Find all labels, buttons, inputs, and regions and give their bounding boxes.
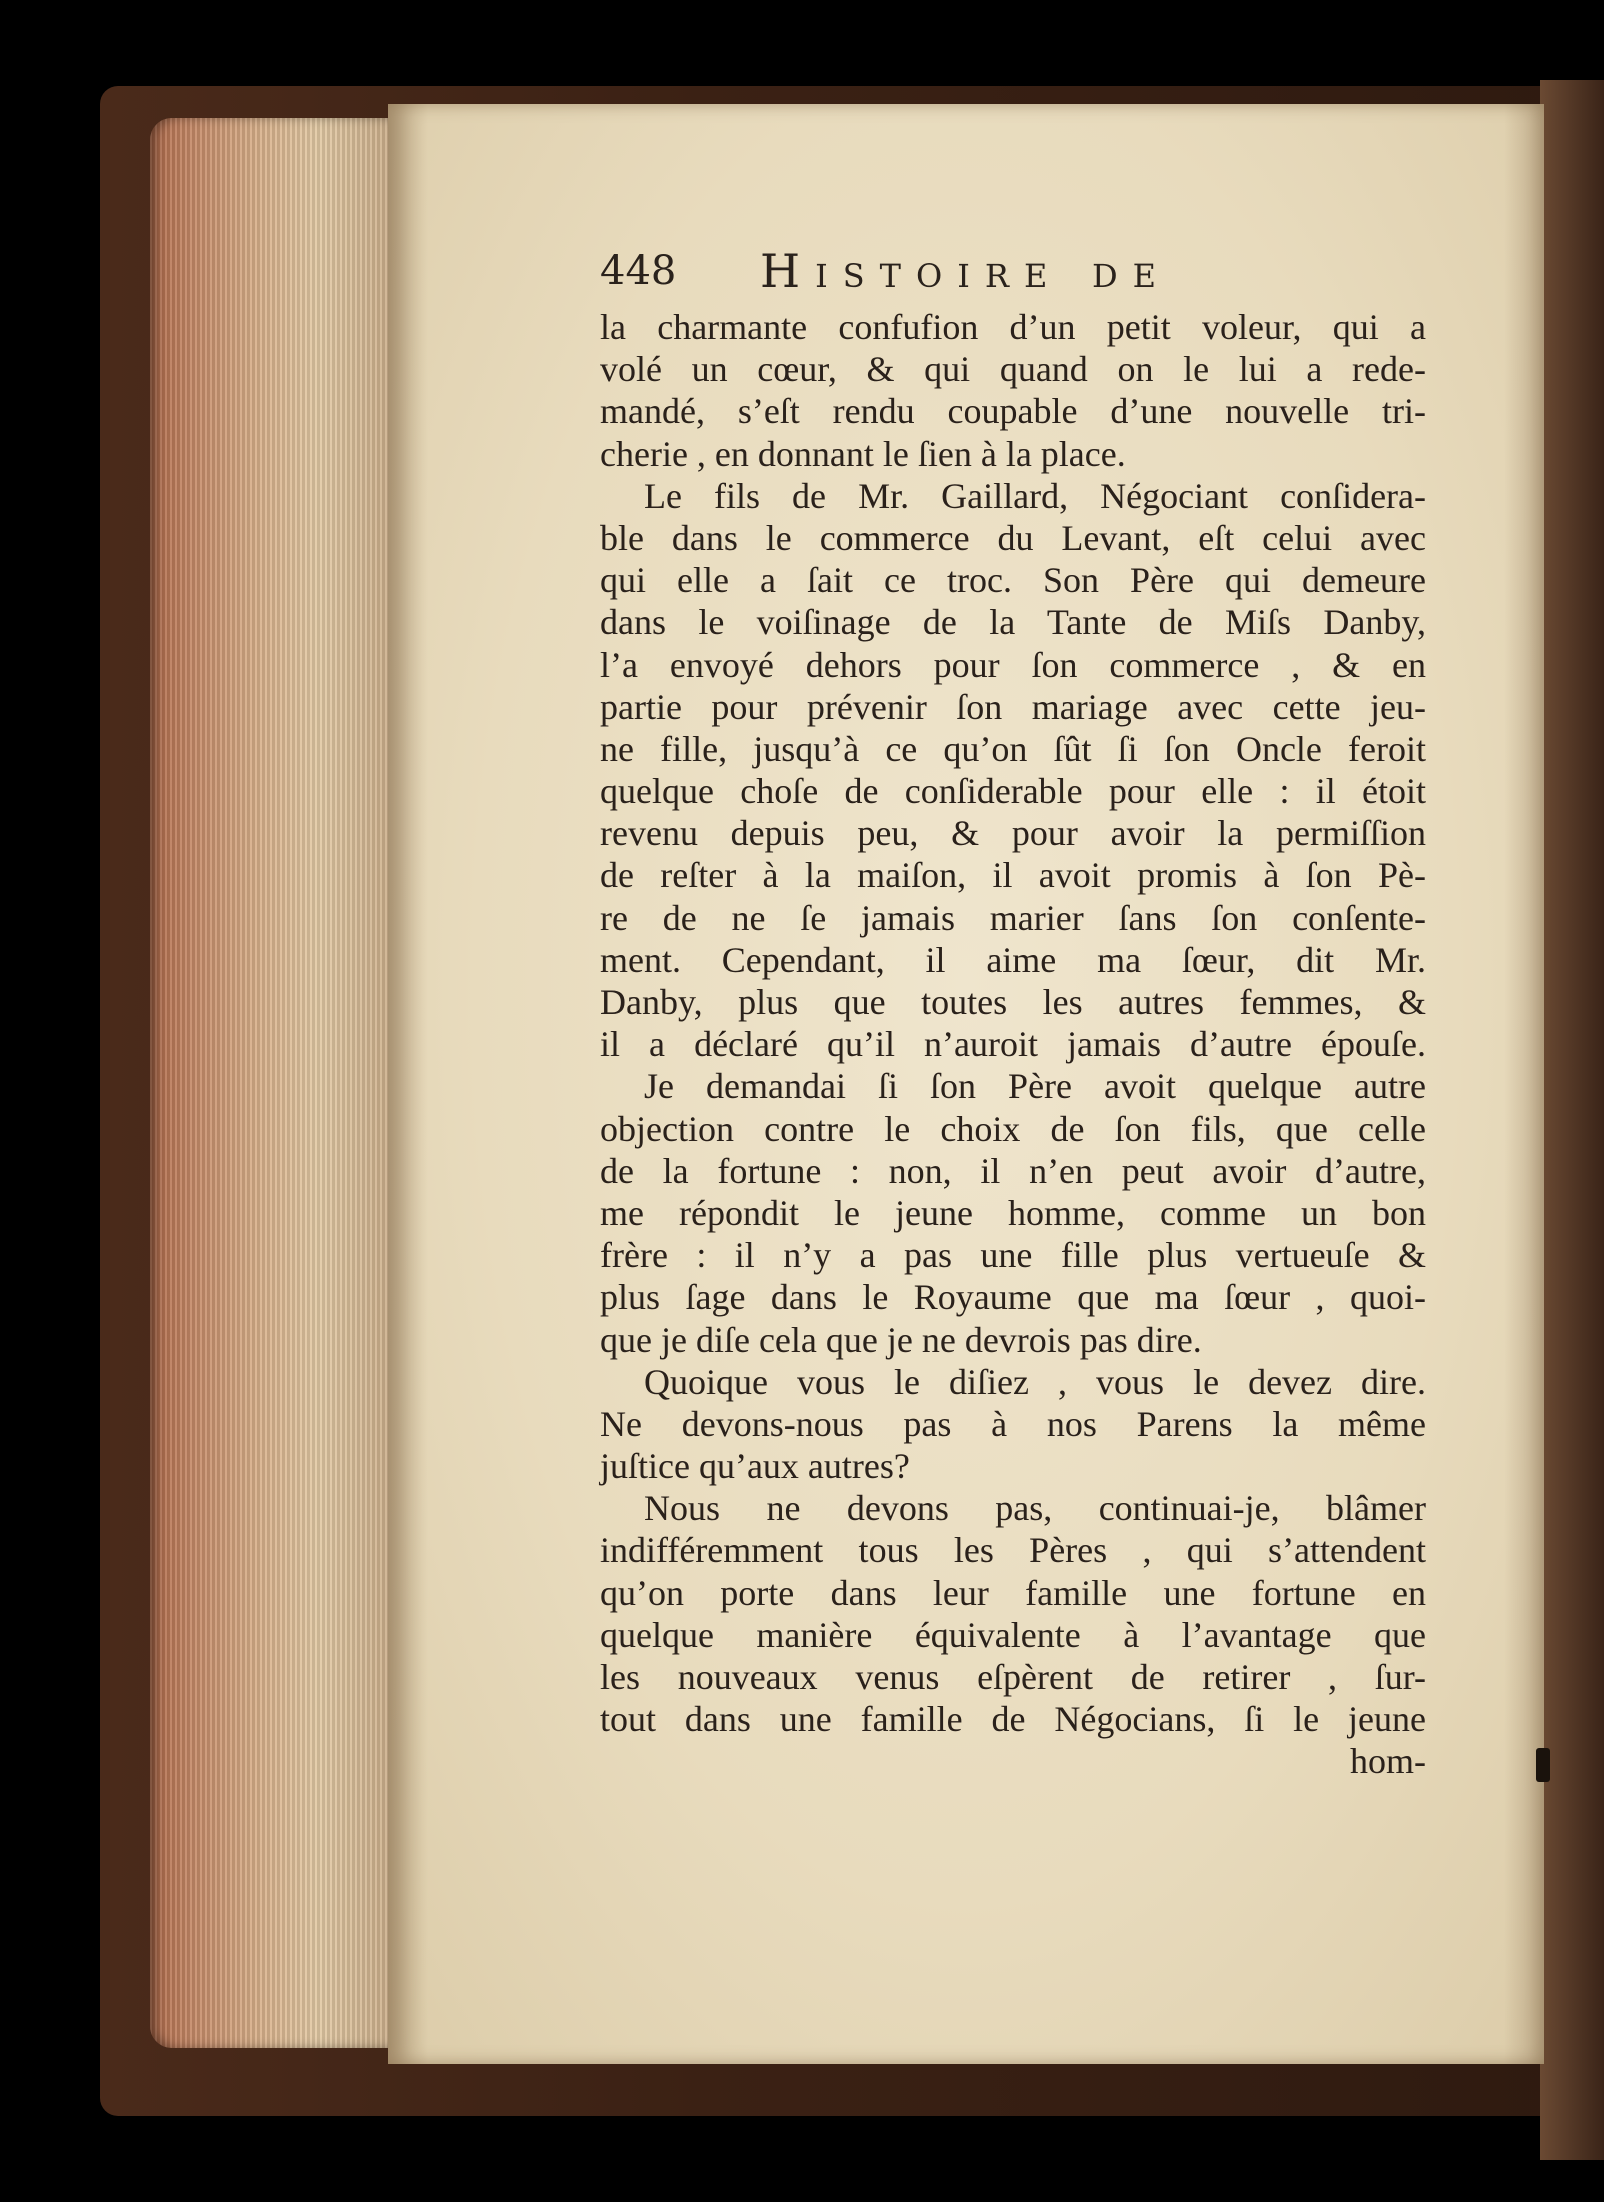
text-line: de reſter à la maiſon, il avoit promis à ſon Pè- — [600, 855, 1426, 896]
book-cover-edge — [1540, 80, 1604, 2160]
text-line: ne fille, jusqu’à ce qu’on ſût ſi ſon Oncle feroit — [600, 728, 1426, 769]
text-line: Quoique vous le diſiez , vous le devez dire. — [644, 1361, 1426, 1402]
text-line: ment. Cependant, il aime ma ſœur, dit Mr. — [600, 939, 1426, 980]
gutter-shadow — [388, 104, 428, 2064]
text-line: partie pour prévenir ſon mariage avec cette jeu- — [600, 686, 1426, 727]
text-line: quelque choſe de conſiderable pour elle : il étoit — [600, 771, 1426, 812]
text-line: dans le voiſinage de la Tante de Miſs Danby, — [600, 602, 1426, 643]
text-line: revenu depuis peu, & pour avoir la permiſſion — [600, 813, 1426, 854]
text-line: qui elle a ſait ce troc. Son Père qui demeure — [600, 560, 1426, 601]
text-line: re de ne ſe jamais marier ſans ſon conſente- — [600, 897, 1426, 938]
text-line: les nouveaux venus eſpèrent de retirer , ſur- — [600, 1657, 1426, 1697]
text-line: de la fortune : non, il n’en peut avoir d’autre, — [600, 1150, 1426, 1191]
text-block — [600, 306, 1426, 1783]
text-line: l’a envoyé dehors pour ſon commerce , & en — [600, 644, 1426, 685]
catchword: hom- — [1350, 1741, 1426, 1782]
page-number: 448 — [600, 248, 677, 294]
text-line: il a déclaré qu’il n’auroit jamais d’autre épouſe. — [600, 1024, 1426, 1065]
text-line: Nous ne devons pas, continuai-je, blâmer — [644, 1488, 1426, 1529]
running-head — [600, 244, 1480, 304]
text-line: quelque manière équivalente à l’avantage que — [600, 1614, 1426, 1655]
text-line: Ne devons-nous pas à nos Parens la même — [600, 1403, 1426, 1444]
text-line: objection contre le choix de ſon fils, que celle — [600, 1108, 1426, 1149]
text-line: Le fils de Mr. Gaillard, Négociant conſidera- — [644, 475, 1426, 516]
text-line: volé un cœur, & qui quand on le lui a rede- — [600, 349, 1426, 390]
text-line: qu’on porte dans leur famille une fortune en — [600, 1572, 1426, 1613]
text-line: tout dans une famille de Négocians, ſi le jeune — [600, 1699, 1426, 1740]
text-line: mandé, s’eſt rendu coupable d’une nouvelle tri- — [600, 391, 1426, 432]
book-page — [388, 104, 1544, 2064]
text-line: me répondit le jeune homme, comme un bon — [600, 1192, 1426, 1233]
text-line: juſtice qu’aux autres? — [600, 1446, 910, 1487]
page-edges — [150, 118, 390, 2048]
text-line: la charmante confufion d’un petit voleur, qui a — [600, 307, 1426, 347]
text-line: frère : il n’y a pas une fille plus vertueuſe & — [600, 1235, 1426, 1276]
ink-mark — [1536, 1748, 1550, 1782]
text-line: indifféremment tous les Pères , qui s’attendent — [600, 1530, 1426, 1571]
text-line: ble dans le commerce du Levant, eſt celui avec — [600, 517, 1426, 558]
text-line: Danby, plus que toutes les autres femmes, & — [600, 982, 1426, 1022]
text-line: Je demandai ſi ſon Père avoit quelque autre — [644, 1066, 1426, 1107]
text-line: plus ſage dans le Royaume que ma ſœur , quoi- — [600, 1277, 1426, 1318]
text-line: que je diſe cela que je ne devrois pas dire. — [600, 1319, 1202, 1360]
running-title: Histoire de — [760, 244, 1171, 298]
text-line: cherie , en donnant le ſien à la place. — [600, 433, 1126, 474]
